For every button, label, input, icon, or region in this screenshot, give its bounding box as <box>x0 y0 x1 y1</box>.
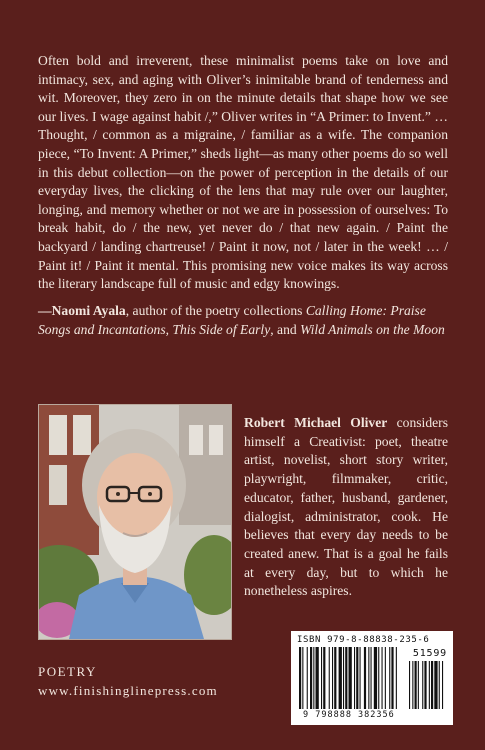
barcode-addon-bar <box>429 661 430 709</box>
barcode-bar <box>321 647 322 709</box>
back-cover-blurb: Often bold and irreverent, these minimalist poems take on love and intimacy, sex, and aging with Oliver’s inimitable brand of tenderness and wit. Moreover, they zero in on the minute details that shape how we see our lives. I wage against habit /,” Oliver writes in “A Primer: to Invent.” …Thought, / common as a migraine, / familiar as a wife. The companion piece, “To Invent: A Primer,” sheds light—as many other poems do so well in this debut collection—on the power of perception in the details of our everyday lives, the clicking of the lens that may rule over our laughter, longing, and memory whether or not we are in possession of ourselves: To break habit, do / the new, yet never do / that new again. / Paint the backyard / landing chartreuse! / Paint it now, not / later in the week! … / Paint it! / Paint it mental. This promising new voice makes its way across the literary landscape full of music and edgy knowings. <box>38 53 448 292</box>
attribution-prefix: , author of the poetry collections <box>125 303 306 318</box>
barcode-bar <box>368 647 369 709</box>
barcode-bar <box>307 647 308 709</box>
barcode-bar <box>391 647 393 709</box>
isbn-label: ISBN 979-8-88838-235-6 <box>297 635 430 645</box>
barcode-bar <box>310 647 312 709</box>
barcode-addon-bar <box>409 661 410 709</box>
barcode-bar <box>396 647 397 709</box>
barcode-addon-bar <box>434 661 437 709</box>
isbn-barcode <box>291 631 453 725</box>
barcode-bar <box>339 647 342 709</box>
price-addon-digits: 51599 <box>412 648 447 659</box>
barcode-addon-bar <box>415 661 417 709</box>
barcode-bar <box>332 647 333 709</box>
barcode-bar <box>378 647 379 709</box>
barcode-bar <box>371 647 372 709</box>
barcode-bar <box>299 647 301 709</box>
barcode-bar <box>343 647 344 709</box>
barcode-bar <box>329 647 330 709</box>
barcode-bar <box>334 647 336 709</box>
barcode-bar <box>345 647 347 709</box>
barcode-bar <box>349 647 352 709</box>
barcode-addon-bar <box>412 661 413 709</box>
barcode-bar <box>302 647 303 709</box>
barcode-addon-bar <box>442 661 443 709</box>
barcode-bar <box>364 647 366 709</box>
book-title-1: Calling Home: Praise Songs and Incantations <box>38 303 426 337</box>
author-bio-text: considers himself a Creativist: poet, theatre artist, novelist, short story writer, playwright, filmmaker, critic, educator, father, husband, gardener, dialogist, administrator, cook. He believes that every day needs to be created anew. That is a goal he fails at every day, but to which he nonetheless aspires. <box>244 415 448 599</box>
barcode-bar <box>354 647 355 709</box>
reviewer-name: —Naomi Ayala <box>38 303 126 318</box>
barcode-number: 9 798888 382356 <box>303 710 395 720</box>
barcode-addon-bar <box>431 661 433 709</box>
author-photo <box>38 404 232 640</box>
barcode-bar <box>382 647 383 709</box>
book-title-2: This Side of Early <box>172 321 271 337</box>
book-title-3: Wild Animals on the Moon <box>300 321 445 337</box>
barcode-addon-bar <box>424 661 426 709</box>
barcode-bar <box>316 647 319 709</box>
barcode-addon-bar <box>422 661 423 709</box>
author-portrait-image <box>39 405 231 639</box>
barcode-addon-bar <box>418 661 419 709</box>
barcode-bar <box>323 647 325 709</box>
barcode-bar <box>313 647 314 709</box>
genre-label: POETRY <box>38 664 97 679</box>
barcode-bar <box>389 647 390 709</box>
barcode-bar <box>360 647 361 709</box>
author-bio <box>244 414 448 601</box>
barcode-bar <box>356 647 358 709</box>
barcode-bar <box>374 647 377 709</box>
author-name: Robert Michael Oliver <box>244 415 388 430</box>
barcode-addon-bar <box>439 661 440 709</box>
barcode-bar <box>385 647 386 709</box>
publisher-website: www.finishinglinepress.com <box>38 683 218 698</box>
blurb-attribution: —Naomi Ayala, author of the poetry collections Calling Home: Praise Songs and Incantations, This Side of Early, and Wild Animals on the Moon <box>38 303 445 337</box>
